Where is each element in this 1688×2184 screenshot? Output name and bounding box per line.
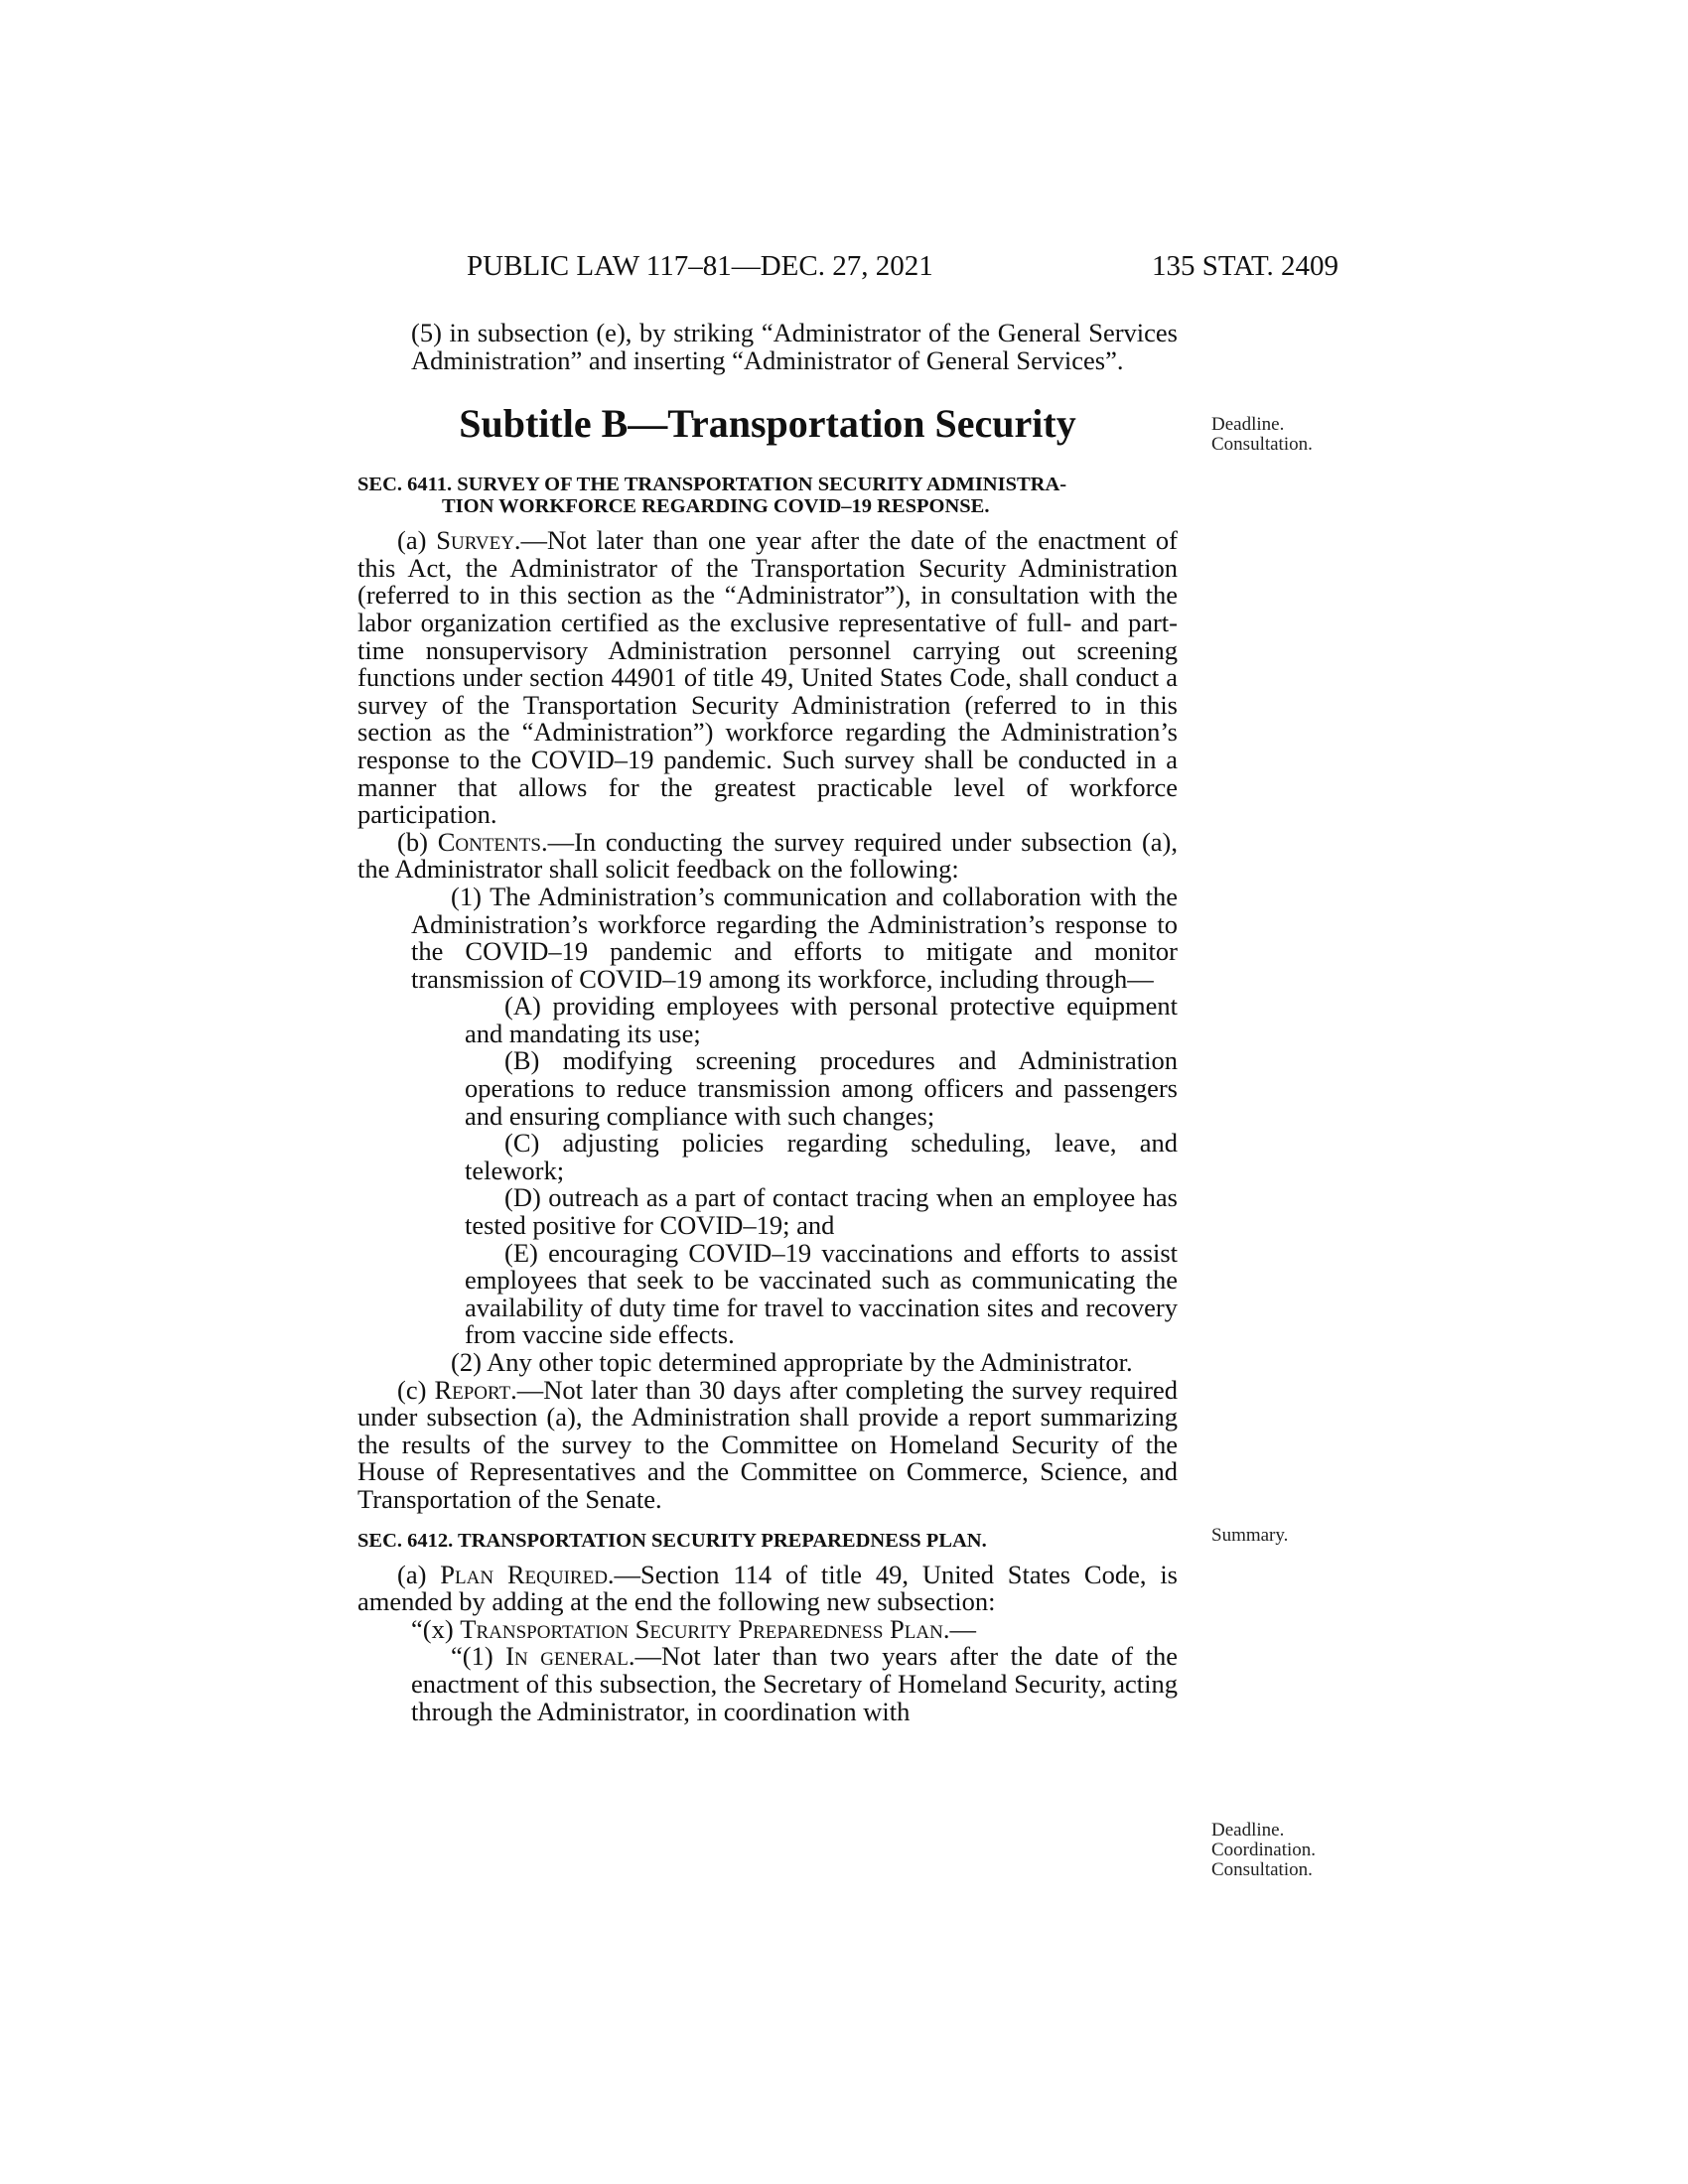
margin-note-deadline-coordination-consultation: [1211, 1821, 1316, 1880]
subsection-6411-b: [357, 826, 1178, 885]
subparagraph-d: (D) outreach as a part of contact tracing when an employee has tested positive for COVID–19; and: [465, 1182, 1178, 1241]
paragraph-1: (1) The Administration’s communication and collaboration with the Administration’s workforce regarding the Administration’s response to the COVID–19 pandemic and efforts to mitigate and monitor transmission of COVID–19 among its workforce, including through—: [411, 881, 1178, 994]
margin-note-summary: [1211, 1526, 1288, 1546]
subsection-title: Survey: [436, 525, 514, 556]
subsection-text: .—Not later than 30 days after completing the survey required under subsection (a), the Administration shall provide a report summarizing the results of the survey to the Committee on Homeland Security of the House of Representatives and the Committee on Commerce, Science, and Transportation of the Senate.: [357, 1374, 1179, 1514]
subsection-title: Contents: [437, 826, 541, 857]
subsection-label: “(x): [411, 1613, 461, 1644]
paragraph-x-1: [411, 1643, 1178, 1725]
subsection-title: Plan Required: [440, 1559, 608, 1589]
section-6411-heading-line2: TION WORKFORCE REGARDING COVID–19 RESPONSE.: [442, 495, 990, 518]
law-body: [357, 320, 1178, 1725]
subsection-label: (a): [397, 1559, 441, 1589]
margin-note-line: Consultation.: [1211, 434, 1313, 455]
subsection-6411-a: [357, 527, 1178, 829]
subparagraph-b: (B) modifying screening procedures and Administration operations to reduce transmission among officers and passengers and ensuring compliance with such changes;: [465, 1045, 1178, 1131]
paragraph-text: .—Not later than two years after the date of the enactment of this subsection, the Secretary of Homeland Security, acting through the Administrator, in coordination with: [411, 1641, 1179, 1726]
top-paragraph-text: (5) in subsection (e), by striking “Administrator of the General Services Administration” and inserting “Administrator of General Services”.: [411, 318, 1178, 375]
subparagraph-a: (A) providing employees with personal protective equipment and mandating its use;: [465, 991, 1178, 1048]
subsection-text: .—Not later than one year after the date of the enactment of this Act, the Administrator of the Transportation Security Administration (referred to in this section as the “Administrator”), in consultation with the labor organization certified as the exclusive representative of full- and part-time nonsupervisory Administration personnel carrying out screening functions under section 44901 of title 49, United States Code, shall conduct a survey of the Transportation Security Administration (referred to in this section as the “Administration”) workforce regarding the Administration’s response to the COVID–19 pandemic. Such survey shall be conducted in a manner that allows for the greatest practicable level of workforce participation.: [357, 525, 1178, 830]
margin-note-line: Summary.: [1211, 1525, 1289, 1546]
margin-note-line: Deadline.: [1211, 1820, 1285, 1841]
margin-note-deadline-consultation: [1211, 415, 1313, 455]
subsection-label: (b): [397, 826, 438, 857]
section-6411-heading: [357, 474, 1178, 517]
subsection-6412-a: [357, 1559, 1178, 1617]
statute-page: 135 STAT. 2409: [1152, 250, 1339, 282]
subsection-title: Report: [434, 1374, 511, 1405]
law-citation: PUBLIC LAW 117–81—DEC. 27, 2021: [467, 250, 933, 282]
subsection-text: .—Section 114 of title 49, United States Code, is amended by adding at the end the following new subsection:: [357, 1559, 1178, 1617]
margin-note-line: Consultation.: [1211, 1859, 1313, 1880]
section-6411-heading-line1: SEC. 6411. SURVEY OF THE TRANSPORTATION SECURITY ADMINISTRA-: [357, 474, 1067, 496]
subsection-text: .—: [942, 1613, 976, 1644]
subsection-label: (a): [397, 525, 437, 556]
new-subsection-x: [411, 1613, 1178, 1644]
section-6412-heading: SEC. 6412. TRANSPORTATION SECURITY PREPAREDNESS PLAN.: [357, 1529, 987, 1552]
paragraph-label: “(1): [451, 1641, 506, 1672]
subsection-label: (c): [397, 1374, 435, 1405]
subsection-6411-c: [357, 1374, 1179, 1514]
subsection-text: .—In conducting the survey required under subsection (a), the Administrator shall solicit feedback on the following:: [357, 826, 1178, 885]
subtitle: Subtitle B—Transportation Security: [459, 401, 1076, 447]
margin-note-line: Deadline.: [1211, 414, 1285, 435]
margin-note-line: Coordination.: [1211, 1840, 1317, 1860]
paragraph-title: In general: [505, 1641, 629, 1672]
top-paragraph: [411, 320, 1178, 374]
subparagraph-e: (E) encouraging COVID–19 vaccinations and efforts to assist employees that seek to be vaccinated such as communicating the availability of duty time for travel to vaccination sites and recovery from vaccine side effects.: [465, 1237, 1178, 1350]
paragraph-2: (2) Any other topic determined appropriate by the Administrator.: [451, 1347, 1133, 1377]
subparagraph-c: (C) adjusting policies regarding scheduling, leave, and telework;: [465, 1128, 1178, 1185]
subsection-title: Transportation Security Preparedness Plan: [460, 1613, 943, 1644]
